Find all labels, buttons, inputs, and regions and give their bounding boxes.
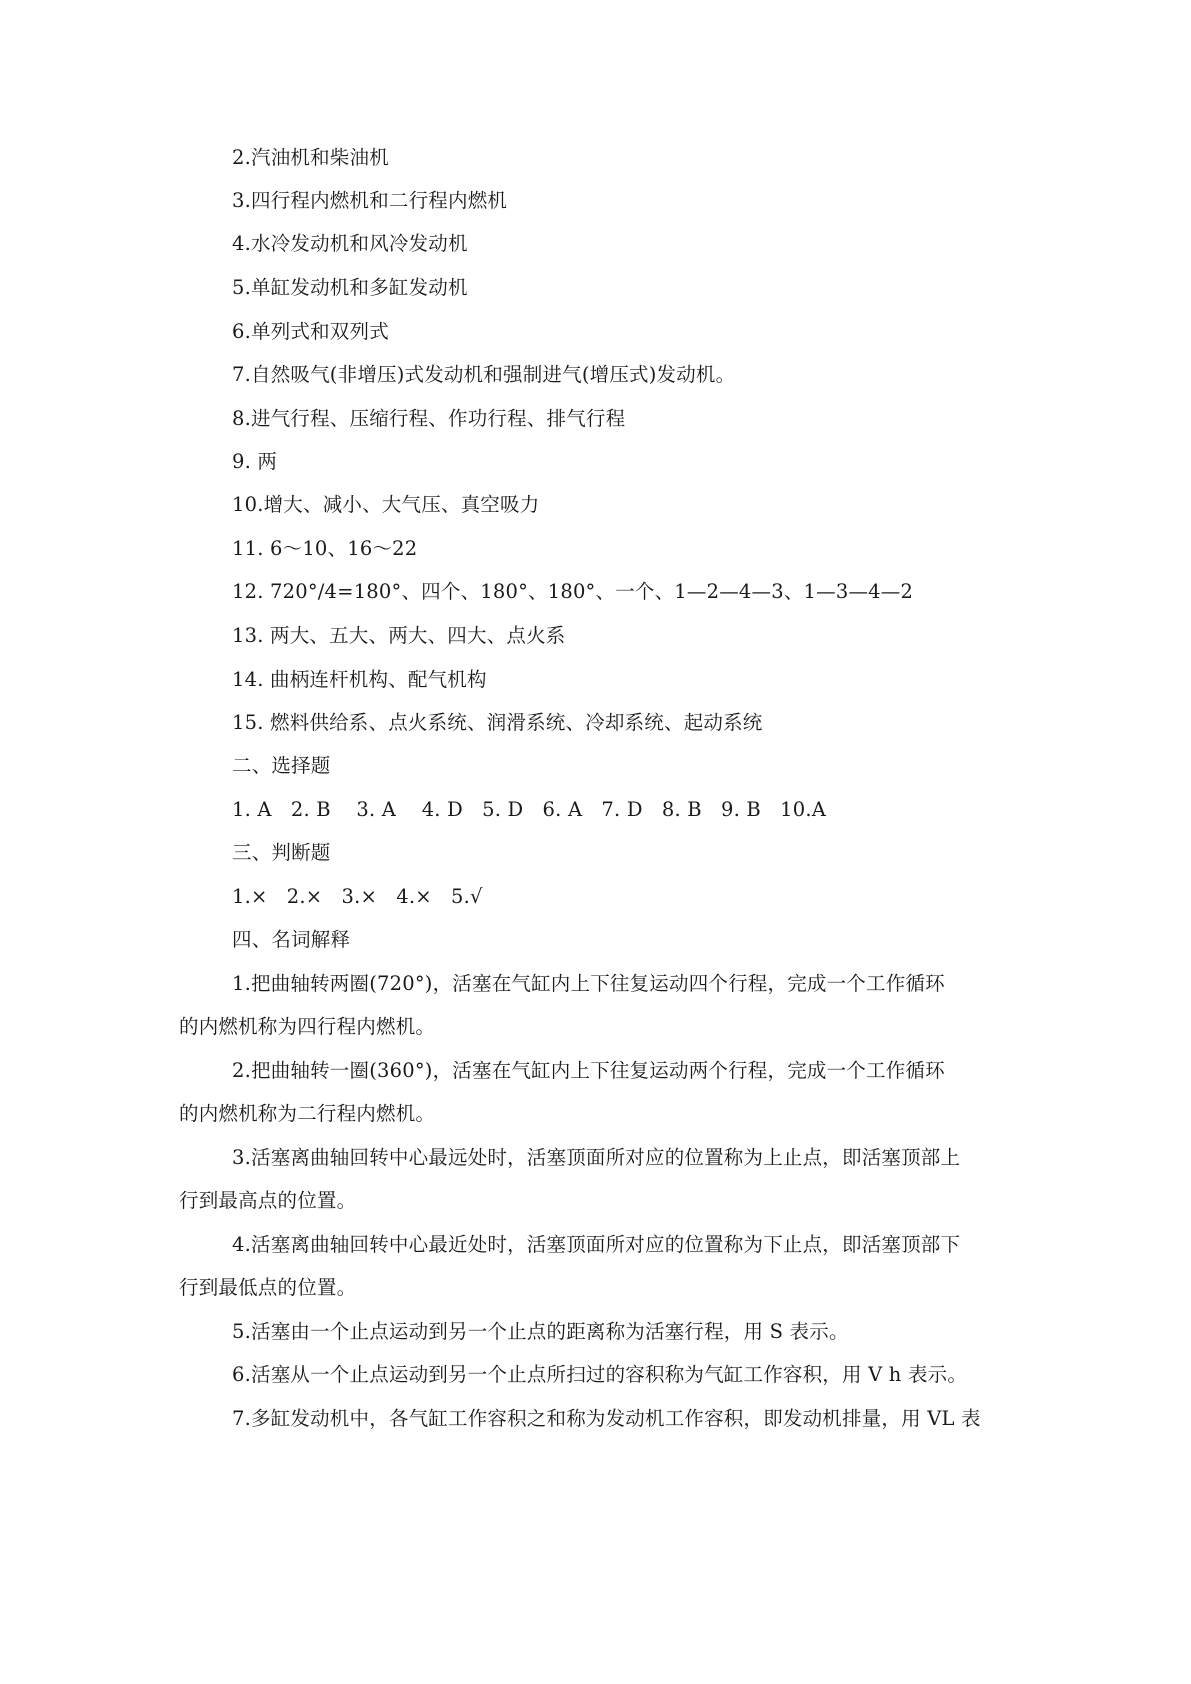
term-7-line-1: 7.多缸发动机中，各气缸工作容积之和称为发动机工作容积，即发动机排量，用 VL 表 [232, 1407, 981, 1430]
fill-answer-11: 11. 6～10、16～22 [232, 537, 418, 560]
term-4-line-1: 4.活塞离曲轴回转中心最近处时，活塞顶面所对应的位置称为下止点，即活塞顶部下 [232, 1233, 961, 1256]
section-heading-choice: 二、选择题 [232, 754, 331, 777]
judge-answers: 1.× 2.× 3.× 4.× 5.√ [232, 885, 483, 908]
term-2-line-1: 2.把曲轴转一圈(360°)，活塞在气缸内上下往复运动两个行程，完成一个工作循环 [232, 1059, 945, 1082]
choice-answers: 1. A 2. B 3. A 4. D 5. D 6. A 7. D 8. B 9. B 10.A [232, 798, 827, 821]
fill-answer-8: 8.进气行程、压缩行程、作功行程、排气行程 [232, 407, 626, 430]
fill-answer-2: 2.汽油机和柴油机 [232, 146, 389, 169]
term-1-line-1: 1.把曲轴转两圈(720°)，活塞在气缸内上下往复运动四个行程，完成一个工作循环 [232, 972, 945, 995]
term-5-line-1: 5.活塞由一个止点运动到另一个止点的距离称为活塞行程，用 S 表示。 [232, 1320, 849, 1343]
term-1-line-2: 的内燃机称为四行程内燃机。 [179, 1015, 436, 1038]
fill-answer-3: 3.四行程内燃机和二行程内燃机 [232, 189, 508, 212]
term-3-line-1: 3.活塞离曲轴回转中心最远处时，活塞顶面所对应的位置称为上止点，即活塞顶部上 [232, 1146, 961, 1169]
fill-answer-13: 13. 两大、五大、两大、四大、点火系 [232, 624, 566, 647]
term-6-line-1: 6.活塞从一个止点运动到另一个止点所扫过的容积称为气缸工作容积，用 V h 表示。 [232, 1363, 968, 1386]
section-heading-terms: 四、名词解释 [232, 928, 351, 951]
fill-answer-7: 7.自然吸气(非增压)式发动机和强制进气(增压式)发动机。 [232, 363, 736, 386]
fill-answer-14: 14. 曲柄连杆机构、配气机构 [232, 668, 487, 691]
fill-answer-15: 15. 燃料供给系、点火系统、润滑系统、冷却系统、起动系统 [232, 711, 763, 734]
fill-answer-12: 12. 720°/4=180°、四个、180°、180°、一个、1—2—4—3、1—3—4—2 [232, 580, 914, 603]
fill-answer-6: 6.单列式和双列式 [232, 320, 389, 343]
term-4-line-2: 行到最低点的位置。 [179, 1276, 357, 1299]
section-heading-judge: 三、判断题 [232, 841, 331, 864]
fill-answer-10: 10.增大、减小、大气压、真空吸力 [232, 493, 540, 516]
fill-answer-5: 5.单缸发动机和多缸发动机 [232, 276, 468, 299]
term-3-line-2: 行到最高点的位置。 [179, 1189, 357, 1212]
fill-answer-9: 9. 两 [232, 450, 278, 473]
term-2-line-2: 的内燃机称为二行程内燃机。 [179, 1102, 436, 1125]
fill-answer-4: 4.水冷发动机和风冷发动机 [232, 232, 468, 255]
